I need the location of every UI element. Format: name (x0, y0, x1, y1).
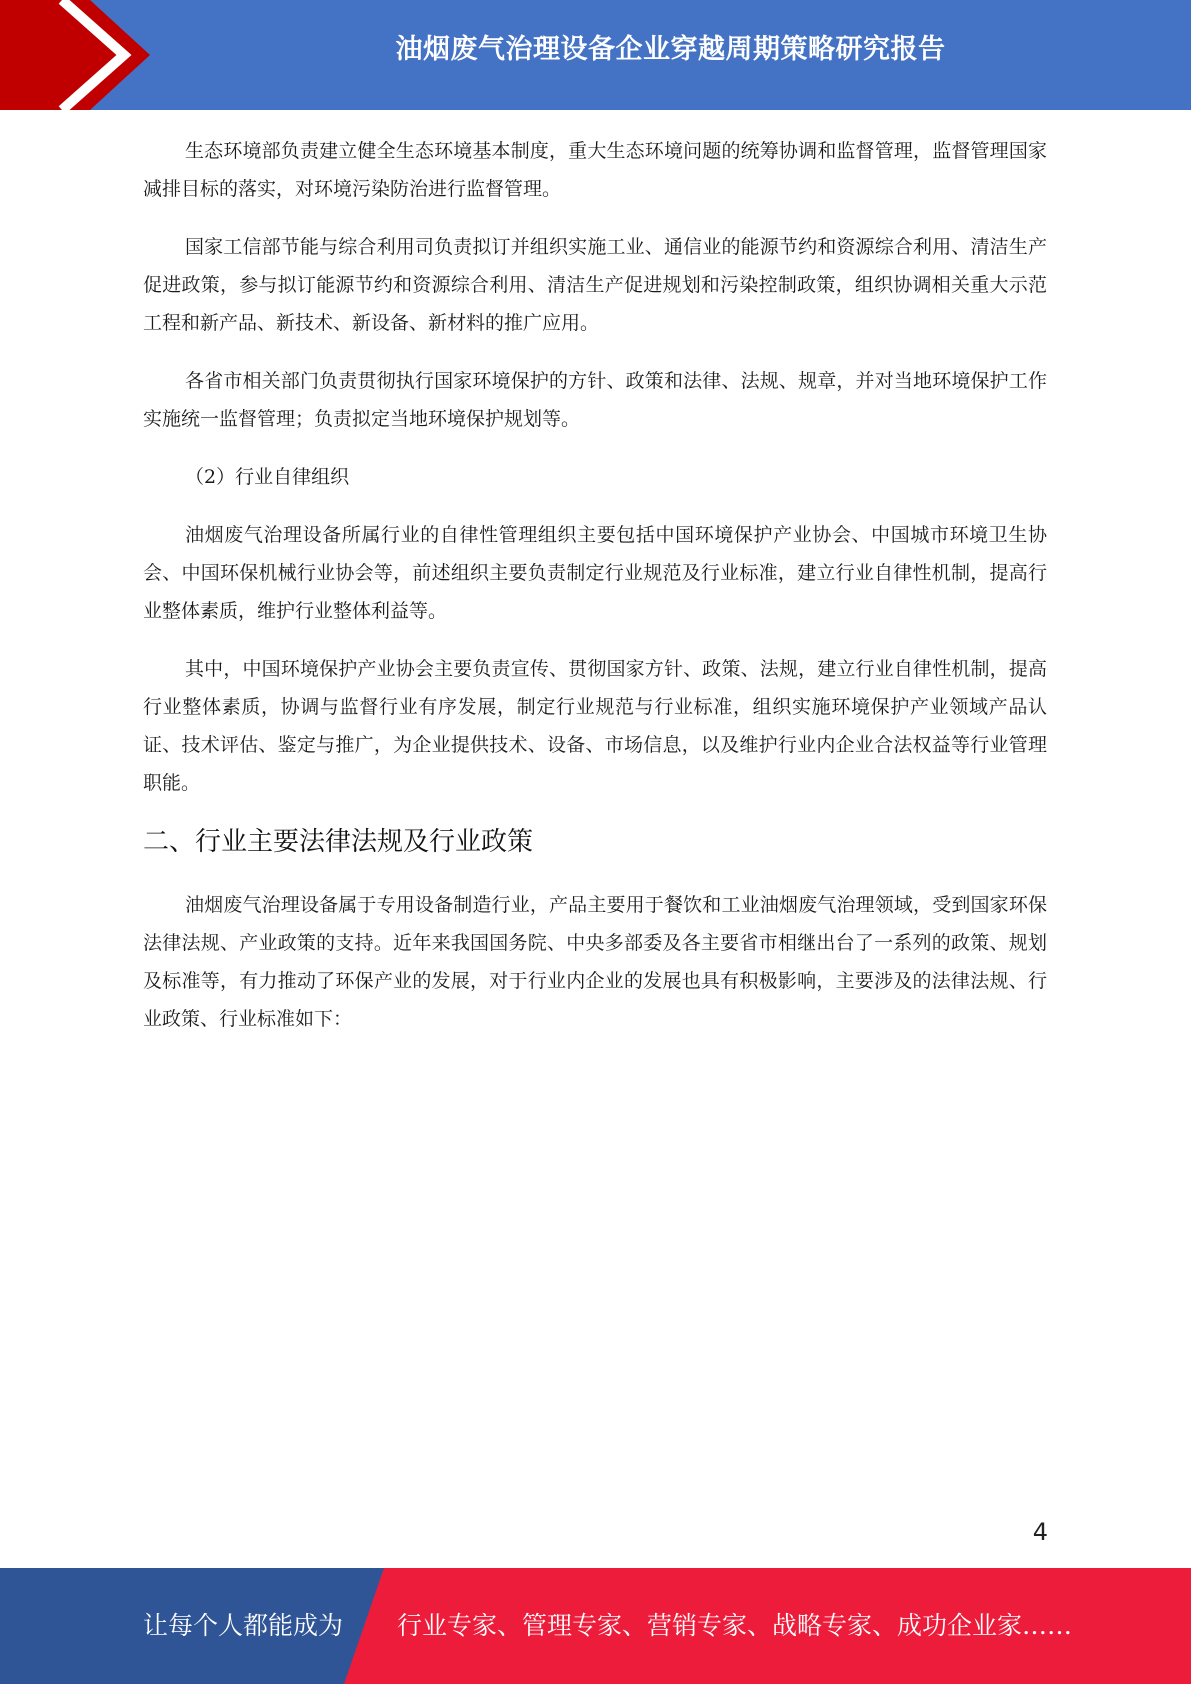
footer-slogan-right: 行业专家、管理专家、营销专家、战略专家、成功企业家…… (397, 1611, 1073, 1640)
paragraph-self-regulatory-orgs: 油烟废气治理设备所属行业的自律性管理组织主要包括中国环境保护产业协会、中国城市环境卫生协会、中国环保机械行业协会等，前述组织主要负责制定行业规范及行业标准，建立行业自律性机制，提高行业整体素质，维护行业整体利益等。 (143, 524, 1047, 622)
paragraph-miit: 国家工信部节能与综合利用司负责拟订并组织实施工业、通信业的能源节约和资源综合利用、清洁生产促进政策，参与拟订能源节约和资源综合利用、清洁生产促进规划和污染控制政策，组织协调相关重大示范工程和新产品、新技术、新设备、新材料的推广应用。 (143, 236, 1047, 334)
section-heading-laws-policies: 二、行业主要法律法规及行业政策 (143, 827, 534, 857)
footer-slogan-left: 让每个人都能成为 (143, 1611, 344, 1640)
subheading-self-regulatory: （2）行业自律组织 (185, 466, 350, 488)
paragraph-caepi: 其中，中国环境保护产业协会主要负责宣传、贯彻国家方针、政策、法规，建立行业自律性机制，提高行业整体素质，协调与监督行业有序发展，制定行业规范与行业标准，组织实施环境保护产业领域产品认证、技术评估、鉴定与推广，为企业提供技术、设备、市场信息，以及维护行业内企业合法权益等行业管理职能。 (143, 658, 1047, 794)
paragraph-laws-intro: 油烟废气治理设备属于专用设备制造行业，产品主要用于餐饮和工业油烟废气治理领域，受到国家环保法律法规、产业政策的支持。近年来我国国务院、中央多部委及各主要省市相继出台了一系列的政策、规划及标准等，有力推动了环保产业的发展，对于行业内企业的发展也具有积极影响，主要涉及的法律法规、行业政策、行业标准如下： (143, 894, 1047, 1030)
paragraph-provincial-departments: 各省市相关部门负责贯彻执行国家环境保护的方针、政策和法律、法规、规章，并对当地环境保护工作实施统一监督管理；负责拟定当地环境保护规划等。 (143, 370, 1047, 430)
document-body (143, 132, 1047, 1058)
report-footer (0, 1568, 1191, 1684)
report-header (0, 0, 1191, 110)
header-chevron-graphic (0, 0, 160, 110)
report-title: 油烟废气治理设备企业穿越周期策略研究报告 (395, 34, 946, 65)
page-number: 4 (1032, 1518, 1048, 1546)
paragraph-ecology-ministry: 生态环境部负责建立健全生态环境基本制度，重大生态环境问题的统筹协调和监督管理，监督管理国家减排目标的落实，对环境污染防治进行监督管理。 (143, 140, 1047, 200)
